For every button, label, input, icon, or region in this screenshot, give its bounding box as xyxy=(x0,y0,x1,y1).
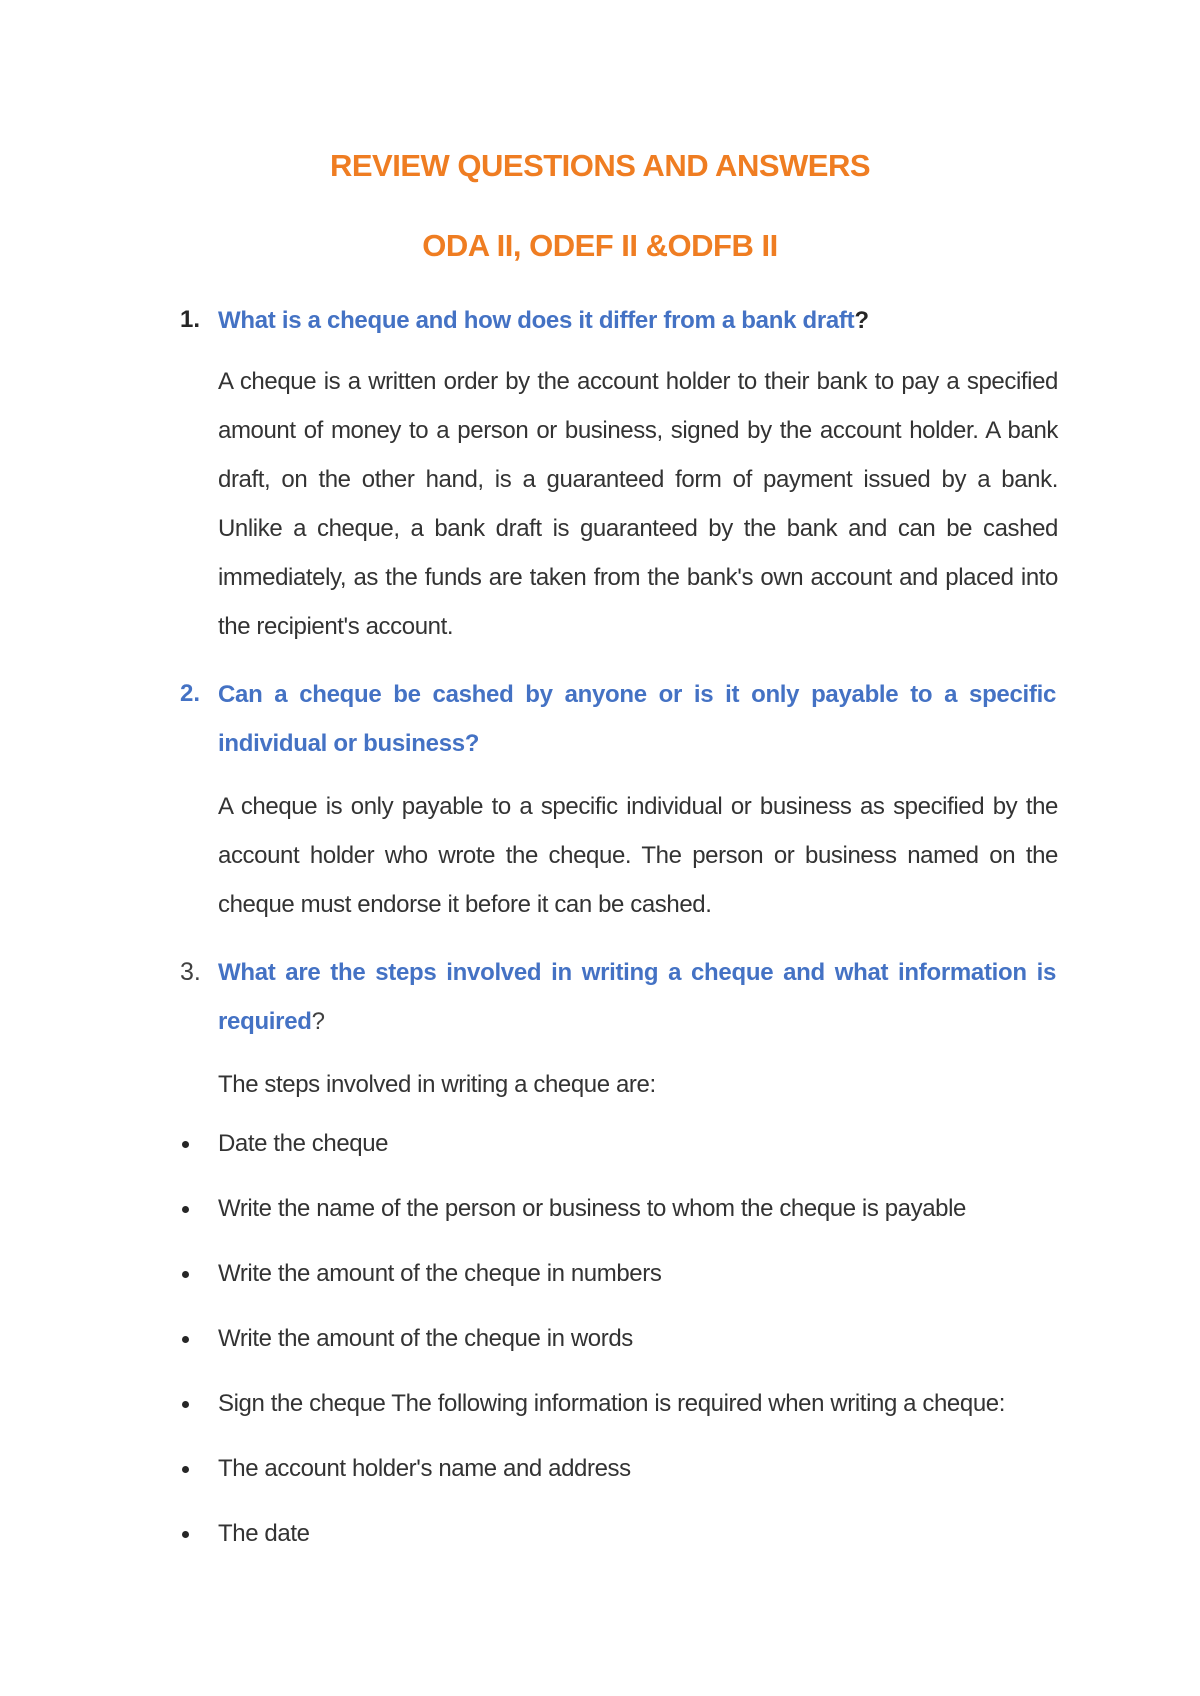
bullet-icon xyxy=(182,1336,189,1343)
question-1 xyxy=(218,296,1056,345)
list-item-text: Write the amount of the cheque in numbers xyxy=(218,1260,662,1287)
question-3-number-wrap xyxy=(180,958,218,987)
question-text: What is a cheque and how does it differ from a bank draft xyxy=(218,307,855,334)
document-subtitle: ODA II, ODEF II &ODFB II xyxy=(422,228,778,263)
list-item xyxy=(180,1254,1080,1319)
bullet-icon xyxy=(182,1466,189,1473)
list-item xyxy=(180,1449,1080,1514)
question-3 xyxy=(218,948,1056,1046)
bullet-icon xyxy=(182,1401,189,1408)
answer-1: A cheque is a written order by the account holder to their bank to pay a specified amount of money to a person or business, signed by the account holder. A bank draft, on the other hand, is a guaranteed form of payment issued by a bank. Unlike a cheque, a bank draft is guaranteed by the bank and can be cashed immediately, as the funds are taken from the bank's own account and placed into the recipient's account. xyxy=(218,368,1058,640)
question-number: 2. xyxy=(180,680,201,707)
bullet-icon xyxy=(182,1141,189,1148)
question-end-mark: ? xyxy=(854,307,869,334)
answer-3-intro: The steps involved in writing a cheque are: xyxy=(218,1071,656,1098)
bullet-icon xyxy=(182,1531,189,1538)
question-number: 1. xyxy=(180,306,201,333)
question-text: Can a cheque be cashed by anyone or is it only payable to a specific individual or business? xyxy=(218,681,1056,757)
bullet-icon xyxy=(182,1206,189,1213)
list-item xyxy=(180,1319,1080,1384)
question-2-number-wrap xyxy=(180,680,218,708)
list-item-text: Date the cheque xyxy=(218,1130,389,1157)
question-text: What are the steps involved in writing a cheque and what information is required xyxy=(218,959,1056,1035)
bullet-icon xyxy=(182,1271,189,1278)
list-item-text: Write the name of the person or business to whom the cheque is payable xyxy=(218,1195,967,1222)
list-item xyxy=(180,1384,1080,1449)
list-item xyxy=(180,1124,1080,1189)
answer-2: A cheque is only payable to a specific individual or business as specified by the account holder who wrote the cheque. The person or business named on the cheque must endorse it before it can be cashed. xyxy=(218,793,1058,918)
list-item-text: Write the amount of the cheque in words xyxy=(218,1325,633,1352)
question-1-number-wrap xyxy=(180,306,218,334)
list-item xyxy=(180,1514,1080,1579)
list-item-text: Sign the cheque The following information is required when writing a cheque: xyxy=(218,1390,1005,1417)
list-item xyxy=(180,1189,1080,1254)
document-title: REVIEW QUESTIONS AND ANSWERS xyxy=(329,148,871,183)
question-number: 3. xyxy=(180,958,201,986)
list-item-text: The account holder's name and address xyxy=(218,1455,631,1482)
question-end-mark: ? xyxy=(311,1008,325,1035)
question-2 xyxy=(218,670,1056,768)
steps-list xyxy=(180,1124,1080,1579)
list-item-text: The date xyxy=(218,1520,310,1547)
